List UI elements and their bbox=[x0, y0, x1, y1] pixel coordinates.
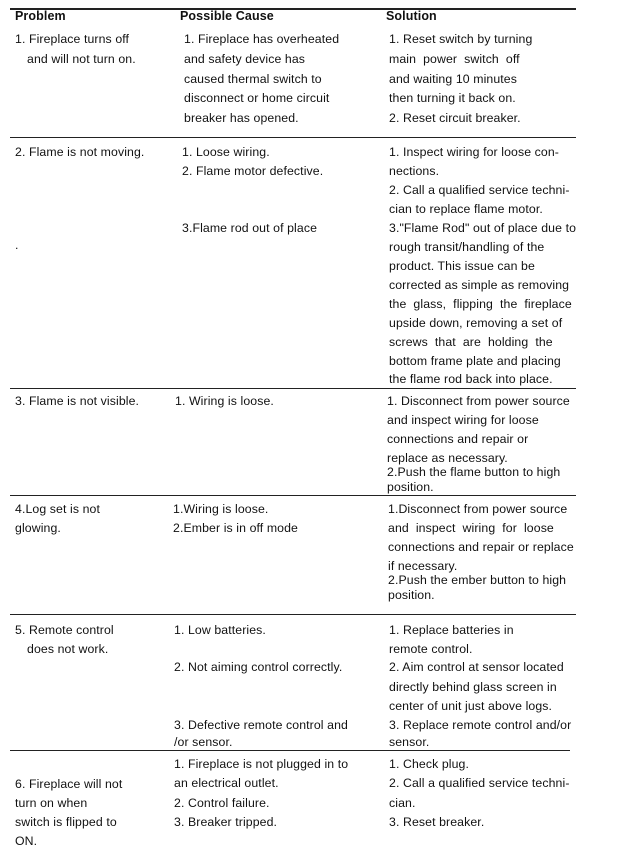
row2-cause-line1: 1. Loose wiring. bbox=[182, 145, 270, 159]
row2-stray-mark: . bbox=[15, 238, 19, 252]
row5-problem-line1: 5. Remote control bbox=[15, 623, 114, 637]
row3-solution-line2: and inspect wiring for loose bbox=[387, 413, 539, 427]
header-top-rule bbox=[10, 8, 576, 10]
row6-cause-line1: 1. Fireplace is not plugged in to bbox=[174, 757, 349, 771]
row1-solution-line2: main power switch off bbox=[389, 52, 520, 66]
row3-solution-line6: position. bbox=[387, 480, 434, 494]
row4-solution-line5: 2.Push the ember button to high bbox=[388, 573, 567, 587]
row3-solution-line4: replace as necessary. bbox=[387, 451, 508, 465]
row5-solution-line2: remote control. bbox=[389, 642, 473, 656]
row6-problem-line3: switch is flipped to bbox=[15, 815, 117, 829]
row6-problem-line1: 6. Fireplace will not bbox=[15, 777, 123, 791]
row4-solution-line1: 1.Disconnect from power source bbox=[388, 502, 568, 516]
row-divider-5 bbox=[10, 750, 570, 751]
row1-solution-line5: 2. Reset circuit breaker. bbox=[389, 111, 521, 125]
row6-problem-line4: ON. bbox=[15, 834, 38, 848]
row-divider-3 bbox=[10, 495, 576, 496]
row3-solution-line3: connections and repair or bbox=[387, 432, 529, 446]
row3-solution-line1: 1. Disconnect from power source bbox=[387, 394, 570, 408]
row2-solution-line9: the glass, flipping the fireplace bbox=[389, 297, 572, 311]
row2-cause-line3: 3.Flame rod out of place bbox=[182, 221, 318, 235]
row5-cause-line4: /or sensor. bbox=[174, 735, 233, 749]
row1-cause-line2: and safety device has bbox=[184, 52, 306, 66]
row5-cause-line1: 1. Low batteries. bbox=[174, 623, 266, 637]
row4-problem-line2: glowing. bbox=[15, 521, 61, 535]
row5-solution-line1: 1. Replace batteries in bbox=[389, 623, 514, 637]
row-divider-2 bbox=[10, 388, 576, 389]
row2-solution-line2: nections. bbox=[389, 164, 440, 178]
row1-cause-line1: 1. Fireplace has overheated bbox=[184, 32, 340, 46]
row5-solution-line3: 2. Aim control at sensor located bbox=[389, 660, 564, 674]
row6-solution-line1: 1. Check plug. bbox=[389, 757, 470, 771]
row2-solution-line8: corrected as simple as removing bbox=[389, 278, 570, 292]
row5-solution-line7: sensor. bbox=[389, 735, 430, 749]
row4-solution-line3: connections and repair or replace bbox=[388, 540, 574, 554]
row6-cause-line3: 2. Control failure. bbox=[174, 796, 270, 810]
row2-solution-line4: cian to replace flame motor. bbox=[389, 202, 543, 216]
row2-solution-line6: rough transit/handling of the bbox=[389, 240, 545, 254]
row2-solution-line10: upside down, removing a set of bbox=[389, 316, 563, 330]
row6-solution-line2: 2. Call a qualified service techni- bbox=[389, 776, 570, 790]
row4-cause-line1: 1.Wiring is loose. bbox=[173, 502, 269, 516]
row3-solution-line5: 2.Push the flame button to high bbox=[387, 465, 561, 479]
row1-cause-line5: breaker has opened. bbox=[184, 111, 299, 125]
row5-solution-line5: center of unit just above logs. bbox=[389, 699, 553, 713]
row6-cause-line2: an electrical outlet. bbox=[174, 776, 279, 790]
row-divider-1 bbox=[10, 137, 576, 138]
row2-solution-line5: 3."Flame Rod" out of place due to bbox=[389, 221, 577, 235]
row5-solution-line4: directly behind glass screen in bbox=[389, 680, 557, 694]
row4-problem-line1: 4.Log set is not bbox=[15, 502, 101, 516]
row5-cause-line3: 3. Defective remote control and bbox=[174, 718, 348, 732]
row2-solution-line12: bottom frame plate and placing bbox=[389, 354, 561, 368]
row1-problem-line1: 1. Fireplace turns off bbox=[15, 32, 130, 46]
row2-solution-line11: screws that are holding the bbox=[389, 335, 553, 349]
row3-cause-line1: 1. Wiring is loose. bbox=[175, 394, 274, 408]
row1-solution-line4: then turning it back on. bbox=[389, 91, 516, 105]
row6-solution-line4: 3. Reset breaker. bbox=[389, 815, 485, 829]
row2-cause-line2: 2. Flame motor defective. bbox=[182, 164, 324, 178]
row6-cause-line4: 3. Breaker tripped. bbox=[174, 815, 278, 829]
row-divider-4 bbox=[10, 614, 576, 615]
row6-solution-line3: cian. bbox=[389, 796, 416, 810]
row2-solution-line7: product. This issue can be bbox=[389, 259, 535, 273]
row1-solution-line3: and waiting 10 minutes bbox=[389, 72, 517, 86]
row1-problem-line2: and will not turn on. bbox=[27, 52, 136, 66]
header-solution: Solution bbox=[386, 9, 437, 23]
row6-problem-line2: turn on when bbox=[15, 796, 88, 810]
row4-solution-line6: position. bbox=[388, 588, 435, 602]
row1-cause-line3: caused thermal switch to bbox=[184, 72, 322, 86]
header-problem: Problem bbox=[15, 9, 66, 23]
row3-problem-line1: 3. Flame is not visible. bbox=[15, 394, 140, 408]
row4-solution-line2: and inspect wiring for loose bbox=[388, 521, 554, 535]
header-possible-cause: Possible Cause bbox=[180, 9, 274, 23]
row1-cause-line4: disconnect or home circuit bbox=[184, 91, 330, 105]
row5-solution-line6: 3. Replace remote control and/or bbox=[389, 718, 572, 732]
row4-solution-line4: if necessary. bbox=[388, 559, 458, 573]
row2-problem-line1: 2. Flame is not moving. bbox=[15, 145, 145, 159]
row1-solution-line1: 1. Reset switch by turning bbox=[389, 32, 533, 46]
row2-solution-line13: the flame rod back into place. bbox=[389, 372, 553, 386]
row4-cause-line2: 2.Ember is in off mode bbox=[173, 521, 299, 535]
row2-solution-line3: 2. Call a qualified service techni- bbox=[389, 183, 570, 197]
row5-problem-line2: does not work. bbox=[27, 642, 109, 656]
row2-solution-line1: 1. Inspect wiring for loose con- bbox=[389, 145, 559, 159]
row5-cause-line2: 2. Not aiming control correctly. bbox=[174, 660, 343, 674]
